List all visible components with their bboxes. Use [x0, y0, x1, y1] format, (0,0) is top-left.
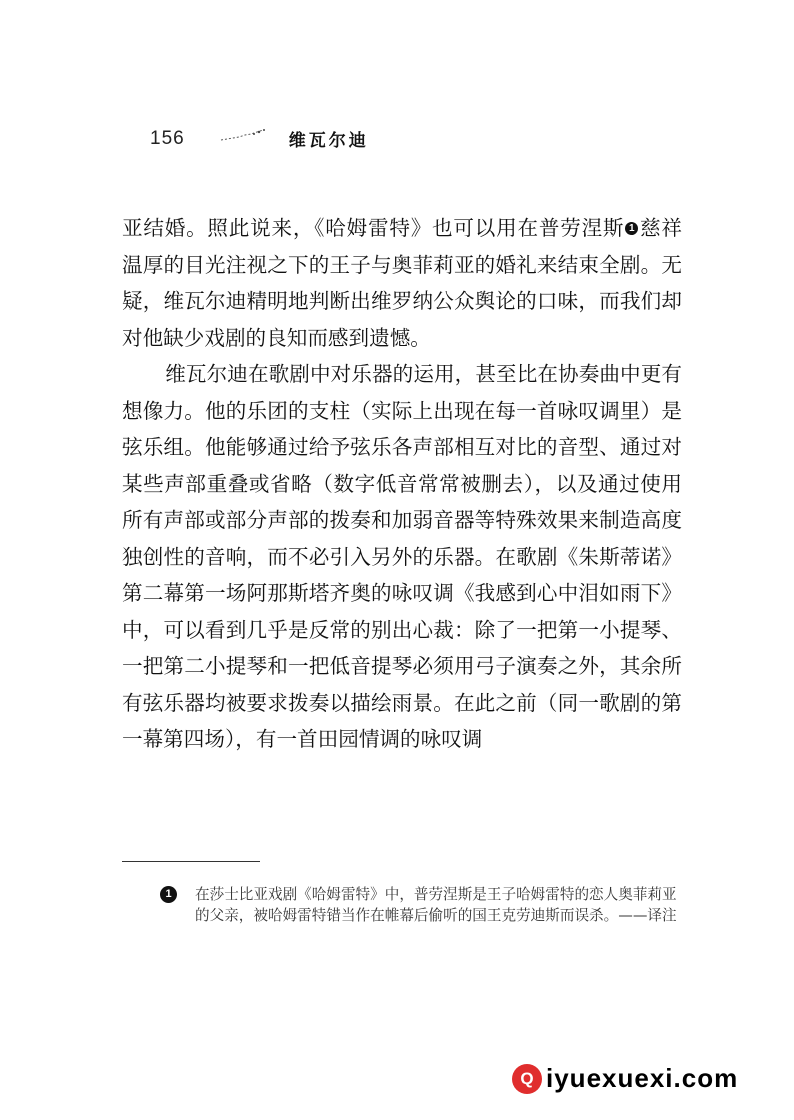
- paragraph-1-part-1: 亚结婚。照此说来，《哈姆雷特》也可以用在普劳涅斯: [122, 216, 625, 240]
- body-text: [122, 210, 682, 758]
- footnote: [160, 884, 690, 926]
- footnote-marker: 1: [160, 886, 177, 903]
- page-number: 156: [150, 127, 185, 149]
- footnote-divider: [122, 861, 260, 862]
- watermark-logo-icon: Q: [512, 1064, 542, 1094]
- paragraph-1-part-2: 慈祥温厚的目光注视之下的王子与奥菲莉亚的婚礼来结束全剧。无疑，维瓦尔迪精明地判断出维罗纳公众舆论的口味，而我们却对他缺少戏剧的良知而感到遗憾。: [122, 216, 682, 350]
- site-watermark: [512, 1063, 738, 1094]
- running-title: 维瓦尔迪: [288, 131, 369, 151]
- page-header: [150, 126, 369, 151]
- paragraph-2: 维瓦尔迪在歌剧中对乐器的运用，甚至比在协奏曲中更有想像力。他的乐团的支柱（实际上出现在每一首咏叹调里）是弦乐组。他能够通过给予弦乐各声部相互对比的音型、通过对某些声部重叠或省略（数字低音常常被删去），以及通过使用所有声部或部分声部的拨奏和加弱音器等特殊效果来制造高度独创性的音响，而不必引入另外的乐器。在歌剧《朱斯蒂诺》第二幕第一场阿那斯塔齐奥的咏叹调《我感到心中泪如雨下》中，可以看到几乎是反常的别出心裁：除了一把第一小提琴、一把第二小提琴和一把低音提琴必须用弓子演奏之外，其余所有弦乐器均被要求拨奏以描绘雨景。在此之前（同一歌剧的第一幕第四场），有一首田园情调的咏叹调: [122, 362, 682, 751]
- header-ornament-icon: [219, 128, 267, 142]
- watermark-text: iyuexuexi.com: [546, 1063, 739, 1093]
- footnote-text: 在莎士比亚戏剧《哈姆雷特》中，普劳涅斯是王子哈姆雷特的恋人奥菲莉亚的父亲，被哈姆雷特错当作在帷幕后偷听的国王克劳迪斯而误杀。——译注: [195, 886, 677, 924]
- paragraph-1: [122, 210, 682, 356]
- footnote-reference-marker: 1: [625, 222, 638, 235]
